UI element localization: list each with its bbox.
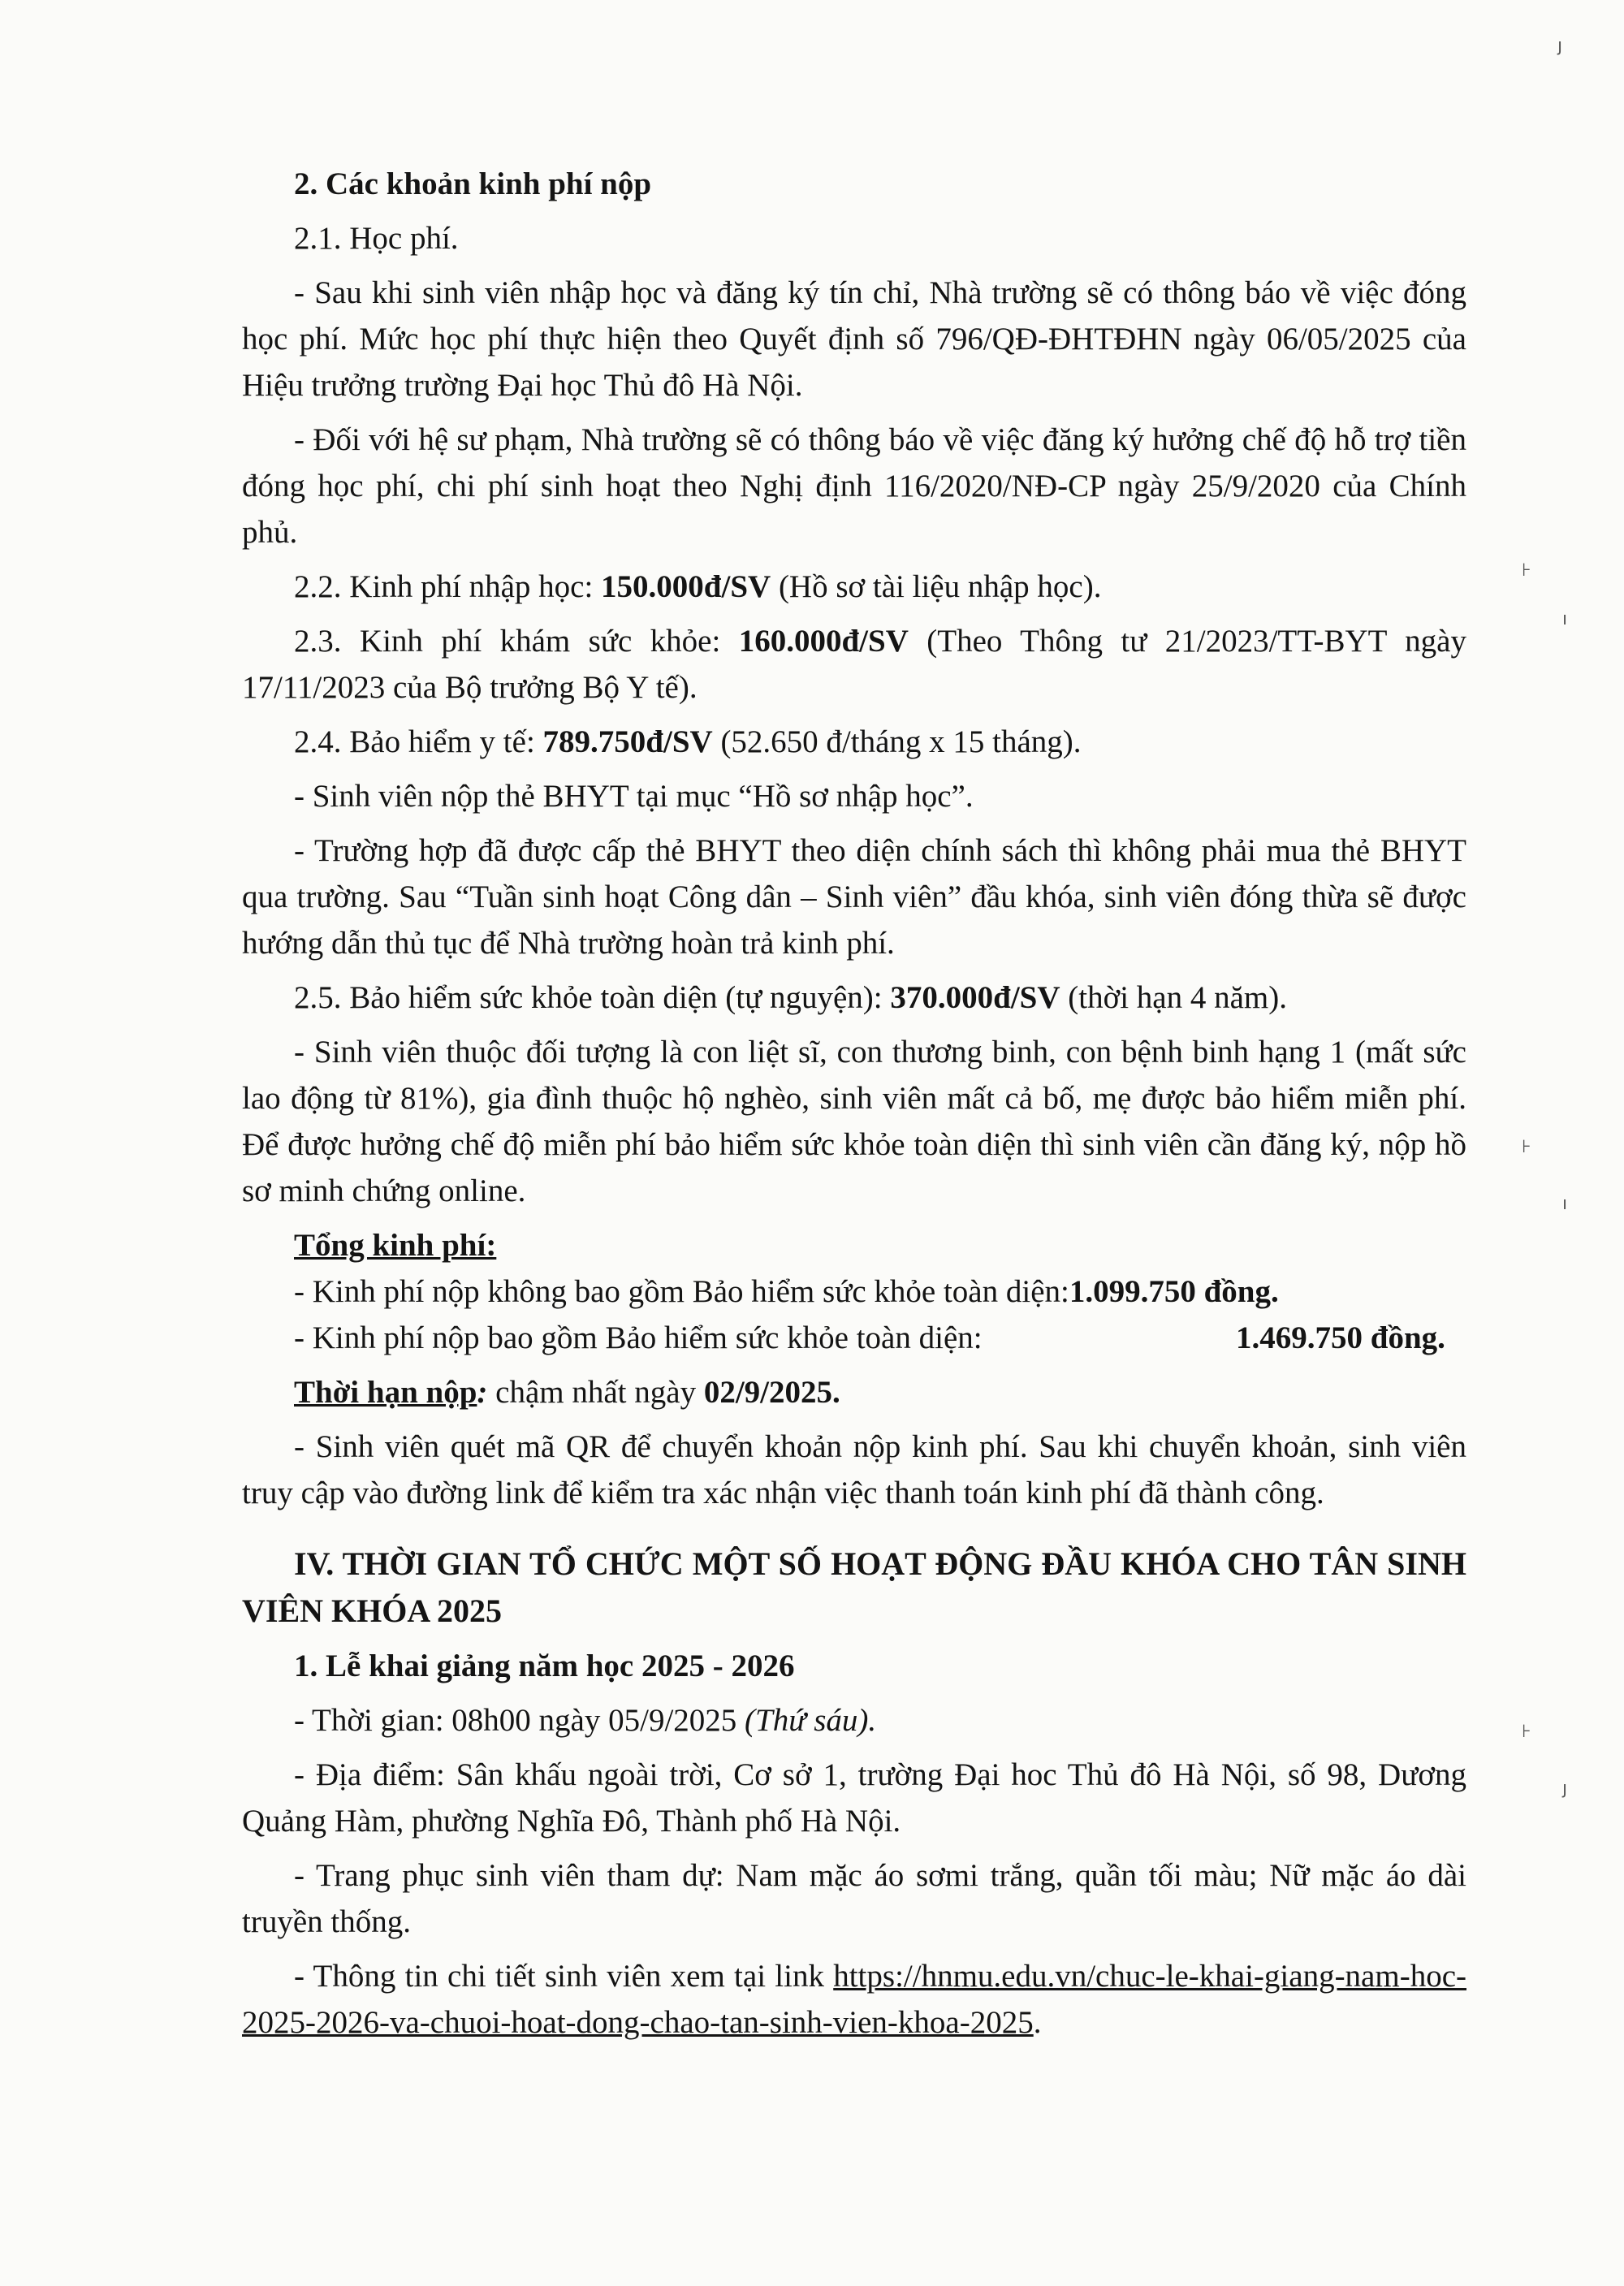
total-fee-heading [242,1222,1466,1268]
deadline-text: chậm nhất ngày [487,1375,704,1410]
total-fee-line-1-amount: 1.099.750 đồng. [1069,1274,1279,1309]
comprehensive-insurance-note: (thời hạn 4 năm). [1060,980,1287,1015]
total-fee-line-2 [242,1315,1466,1361]
scan-dust-mark: ȷ [1557,36,1563,56]
admission-fee-line [242,564,1466,610]
total-fee-line-1-label: - Kinh phí nộp không bao gồm Bảo hiểm sức khỏe toàn diện: [294,1274,1069,1309]
comprehensive-insurance-line [242,974,1466,1021]
ceremony-info-link[interactable]: https://hnmu.edu.vn/chuc-le-khai-giang-nam-hoc-2025-2026-va-chuoi-hoat-dong-chao-tan-sinh-vien-khoa-2025 [242,1959,1466,2040]
document-body [242,161,1466,2046]
health-insurance-paragraph-1: - Sinh viên nộp thẻ BHYT tại mục “Hồ sơ nhập học”. [294,779,974,814]
admission-fee-note: (Hồ sơ tài liệu nhập học). [771,569,1102,604]
total-fee-line-2-label: - Kinh phí nộp bao gồm Bảo hiểm sức khỏe toàn diện: [294,1320,983,1355]
health-check-fee-label: 2.3. Kinh phí khám sức khỏe: [294,624,739,659]
scan-dust-mark: ı [1562,609,1568,629]
admission-fee-amount: 150.000đ/SV [601,569,771,604]
total-fee-line-2-amount: 1.469.750 đồng. [1236,1320,1445,1355]
section-2-heading: 2. Các khoản kinh phí nộp [294,166,652,201]
health-insurance-note: (52.650 đ/tháng x 15 tháng). [712,724,1082,759]
opening-ceremony-heading: 1. Lễ khai giảng năm học 2025 - 2026 [294,1649,795,1683]
scan-dust-mark: ⊦ [1522,1137,1531,1157]
health-insurance-label: 2.4. Bảo hiểm y tế: [294,724,543,759]
ceremony-info-label: - Thông tin chi tiết sinh viên xem tại link [294,1959,834,1994]
deadline-title: Thời hạn nộp [294,1375,477,1410]
comprehensive-insurance-amount: 370.000đ/SV [890,980,1060,1015]
health-insurance-paragraph-2: - Trường hợp đã được cấp thẻ BHYT theo diện chính sách thì không phải mua thẻ BHYT qua trường. Sau “Tuần sinh hoạt Công dân – Sinh viên” đầu khóa, sinh viên đóng thừa sẽ được hướng dẫn thủ tục để Nhà trường hoàn trả kinh phí. [242,833,1466,961]
ceremony-place: - Địa điểm: Sân khấu ngoài trời, Cơ sở 1, trường Đại hoc Thủ đô Hà Nội, số 98, Dương Quảng Hàm, phường Nghĩa Đô, Thành phố Hà Nội. [242,1757,1466,1839]
health-check-fee-amount: 160.000đ/SV [738,624,909,659]
deadline-date: 02/9/2025. [703,1375,840,1410]
tuition-paragraph-1: - Sau khi sinh viên nhập học và đăng ký tín chỉ, Nhà trường sẽ có thông báo về việc đóng học phí. Mức học phí thực hiện theo Quyết định số 796/QĐ-ĐHTĐHN ngày 06/05/2025 của Hiệu trưởng trường Đại học Thủ đô Hà Nội. [242,275,1466,403]
deadline-colon: : [477,1375,488,1410]
ceremony-info-suffix: . [1033,2005,1042,2040]
health-check-fee-line [242,618,1466,711]
total-fee-line-1 [242,1268,1466,1315]
health-insurance-amount: 789.750đ/SV [542,724,713,759]
ceremony-dress-code: - Trang phục sinh viên tham dự: Nam mặc áo sơmi trắng, quần tối màu; Nữ mặc áo dài truyền thống. [242,1858,1466,1939]
section-2-1-heading: 2.1. Học phí. [294,221,459,256]
admission-fee-label: 2.2. Kinh phí nhập học: [294,569,602,604]
scan-dust-mark: ⊦ [1522,560,1531,581]
health-insurance-line [242,719,1466,765]
ceremony-day: (Thứ sáu). [745,1703,877,1738]
ceremony-time-line [242,1697,1466,1744]
ceremony-info-line [242,1953,1466,2046]
section-4-heading: IV. THỜI GIAN TỔ CHỨC MỘT SỐ HOẠT ĐỘNG ĐẦU KHÓA CHO TÂN SINH VIÊN KHÓA 2025 [242,1545,1466,1629]
total-fee-title: Tổng kinh phí: [294,1228,497,1263]
comprehensive-insurance-label: 2.5. Bảo hiểm sức khỏe toàn diện (tự nguyện): [294,980,891,1015]
qr-payment-note: - Sinh viên quét mã QR để chuyển khoản nộp kinh phí. Sau khi chuyển khoản, sinh viên truy cập vào đường link để kiểm tra xác nhận việc thanh toán kinh phí đã thành công. [242,1429,1466,1510]
deadline-line [242,1369,1466,1415]
scan-dust-mark: ⊦ [1522,1722,1531,1742]
ceremony-time: - Thời gian: 08h00 ngày 05/9/2025 [294,1703,745,1738]
scan-dust-mark: ȷ [1562,1778,1568,1799]
scan-dust-mark: ı [1562,1194,1568,1214]
health-check-fee-note: (Theo Thông tư 21/2023/TT-BYT ngày 17/11/2023 của Bộ trưởng Bộ Y tế). [242,624,1466,705]
tuition-paragraph-2: - Đối với hệ sư phạm, Nhà trường sẽ có thông báo về việc đăng ký hưởng chế độ hỗ trợ tiền đóng học phí, chi phí sinh hoạt theo Nghị định 116/2020/NĐ-CP ngày 25/9/2020 của Chính phủ. [242,422,1466,550]
comprehensive-insurance-paragraph: - Sinh viên thuộc đối tượng là con liệt sĩ, con thương binh, con bệnh binh hạng 1 (mất sức lao động từ 81%), gia đình thuộc hộ nghèo, sinh viên mất cả bố, mẹ được bảo hiểm miễn phí. Để được hưởng chế độ miễn phí bảo hiểm sức khỏe toàn diện thì sinh viên cần đăng ký, nộp hồ sơ minh chứng online. [242,1035,1466,1208]
